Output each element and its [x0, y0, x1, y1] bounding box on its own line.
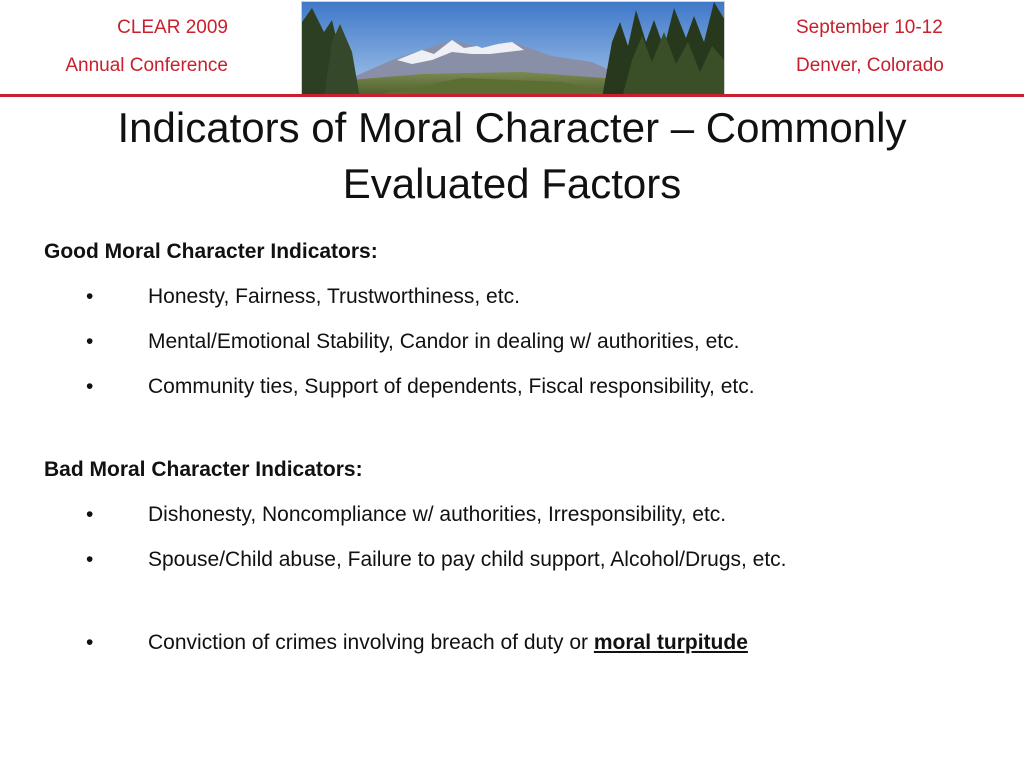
bad-indicator-item: Spouse/Child abuse, Failure to pay child support, Alcohol/Drugs, etc. [148, 548, 787, 571]
good-indicator-item: Honesty, Fairness, Trustworthiness, etc. [148, 285, 520, 308]
bullet-icon: • [86, 285, 94, 308]
bullet-icon: • [86, 631, 94, 654]
good-indicator-item: Mental/Emotional Stability, Candor in dealing w/ authorities, etc. [148, 330, 740, 353]
conference-name: CLEAR 2009 [117, 17, 228, 38]
slide-title: Indicators of Moral Character – Commonly Evaluated Factors [117, 104, 907, 207]
bullet-icon: • [86, 548, 94, 571]
bad-indicators-heading: Bad Moral Character Indicators: [44, 458, 363, 481]
bad-indicator-item [148, 624, 998, 662]
good-indicator-item: Community ties, Support of dependents, Fiscal responsibility, etc. [148, 375, 755, 398]
conference-location: Denver, Colorado [796, 55, 944, 76]
bullet-icon: • [86, 330, 94, 353]
item-text: Conviction of crimes involving breach of duty or [148, 631, 594, 654]
conference-dates: September 10-12 [796, 17, 943, 38]
good-indicators-heading: Good Moral Character Indicators: [44, 240, 378, 263]
bad-indicator-item: Dishonesty, Noncompliance w/ authorities, Irresponsibility, etc. [148, 503, 727, 526]
moral-turpitude-emphasis: moral turpitude [593, 631, 748, 654]
bullet-icon: • [86, 375, 94, 398]
bullet-icon: • [86, 503, 94, 526]
conference-subtitle: Annual Conference [65, 55, 228, 76]
